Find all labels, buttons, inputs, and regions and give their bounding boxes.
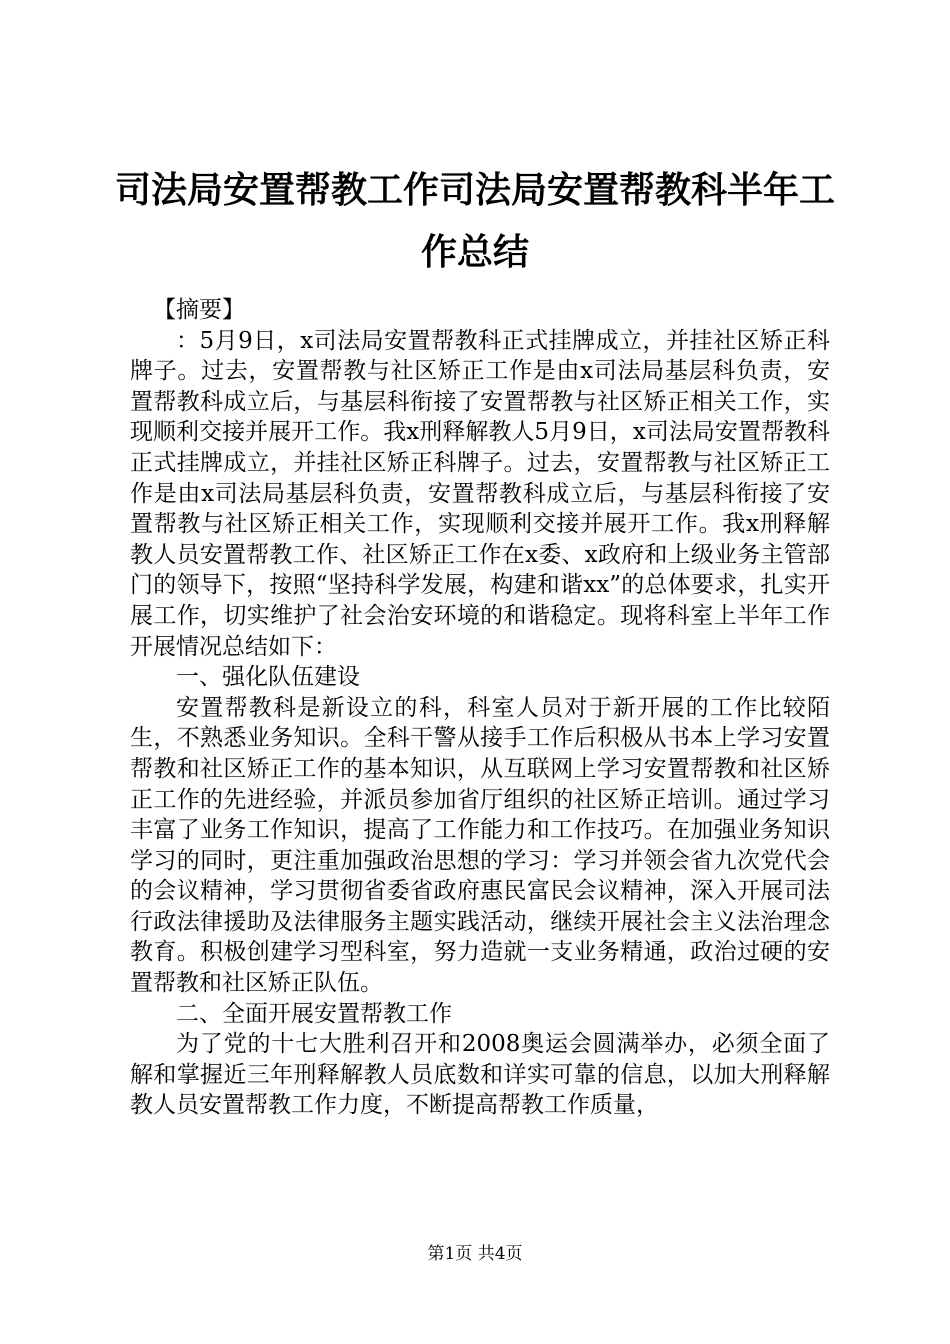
section-heading-2: 二、全面开展安置帮教工作 — [176, 1000, 452, 1027]
body-paragraph: 安置帮教科是新设立的科，科室人员对于新开展的工作比较陌生，不熟悉业务知识。全科干警从接手工作后积极从书本上学习安置帮教和社区矫正工作的基本知识，从互联网上学习安置帮教和社区矫正工作的先进经验，并派员参加省厅组织的社区矫正培训。通过学习丰富了业务工作知识，提高了工作能力和工作技巧。在加强业务知识学习的同时，更注重加强政治思想的学习：学习并领会省九次党代会的会议精神，学习贯彻省委省政府惠民富民会议精神，深入开展司法行政法律援助及法律服务主题实践活动，继续开展社会主义法治理念教育。积极创建学习型科室，努力造就一支业务精通，政治过硬的安置帮教和社区矫正队伍。 — [130, 694, 830, 997]
document-body — [130, 295, 830, 1121]
abstract-label: 【摘要】 — [153, 297, 245, 323]
document-title: 司法局安置帮教工作司法局安置帮教科半年工作总结 — [114, 170, 835, 273]
page-footer: 第1页 共4页 — [427, 1244, 523, 1264]
abstract-paragraph: ：5月9日，x司法局安置帮教科正式挂牌成立，并挂社区矫正科牌子。过去，安置帮教与社区矫正工作是由x司法局基层科负责，安置帮教科成立后，与基层科衔接了安置帮教与社区矫正相关工作，实现顺利交接并展开工作。我x刑释解教人5月9日，x司法局安置帮教科正式挂牌成立，并挂社区矫正科牌子。过去，安置帮教与社区矫正工作是由x司法局基层科负责，安置帮教科成立后，与基层科衔接了安置帮教与社区矫正相关工作，实现顺利交接并展开工作。我x刑释解教人员安置帮教工作、社区矫正工作在x委、x政府和上级业务主管部门的领导下，按照“坚持科学发展，构建和谐xx”的总体要求，扎实开展工作，切实维护了社会治安环境的和谐稳定。现将科室上半年工作开展情况总结如下： — [130, 327, 830, 660]
section-heading-1: 一、强化队伍建设 — [176, 664, 360, 691]
body-paragraph: 为了党的十七大胜利召开和2008奥运会圆满举办，必须全面了解和掌握近三年刑释解教人员底数和详实可靠的信息，以加大刑释解教人员安置帮教工作力度，不断提高帮教工作质量， — [130, 1031, 830, 1119]
